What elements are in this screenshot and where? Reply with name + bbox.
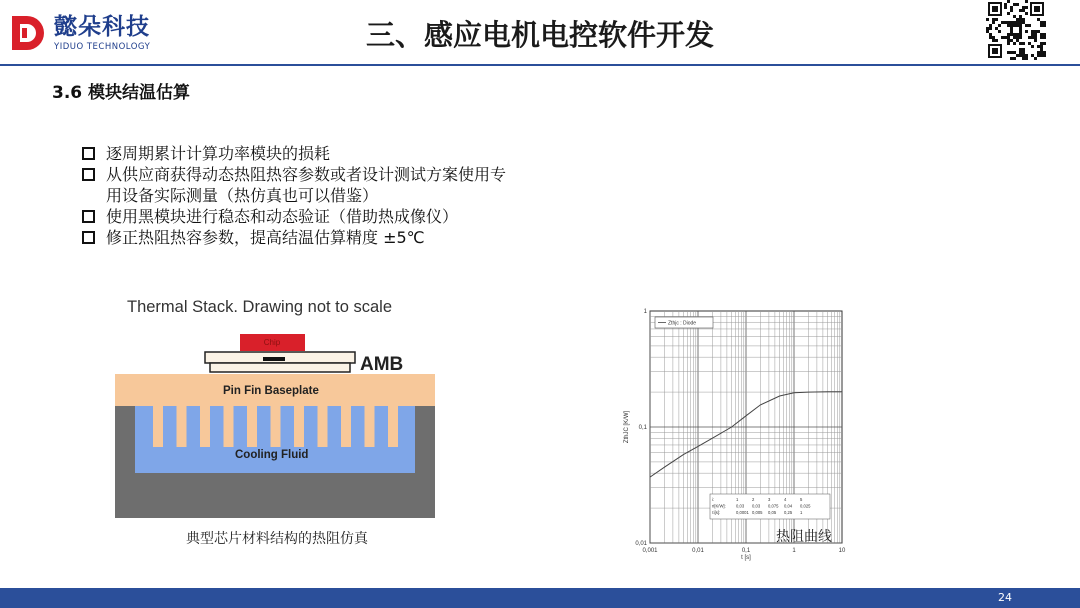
y-tick-label: 1 [643, 309, 647, 315]
checkbox-square-icon [82, 168, 95, 181]
bullet-text: 从供应商获得动态热阻热容参数或者设计测试方案使用专 [106, 165, 507, 184]
pin-fin [200, 405, 210, 447]
baseplate-label: Pin Fin Baseplate [223, 385, 319, 397]
table-cell: 5 [800, 497, 803, 502]
pin-fin [271, 405, 281, 447]
bullet-text: 修正热阻热容参数，提高结温估算精度 ±5℃ [106, 228, 425, 247]
header-divider [0, 64, 1080, 66]
pin-fin [341, 405, 351, 447]
y-tick-label: 0,01 [635, 541, 647, 547]
table-cell: 4 [784, 497, 787, 502]
pin-fin [294, 405, 304, 447]
pin-fin [224, 405, 234, 447]
thermal-stack-diagram [115, 290, 435, 518]
qr-code-icon [986, 0, 1046, 60]
table-cell: 0,025 [800, 503, 811, 509]
legend-label: Zthjc : Diode [668, 320, 697, 327]
pin-fin [177, 405, 187, 447]
table-cell: 2 [752, 497, 755, 502]
solder-mark [263, 357, 285, 361]
page-number: 24 [998, 591, 1012, 604]
pin-fin [247, 405, 257, 447]
checkbox-square-icon [82, 231, 95, 244]
page-title: 三、感应电机电控软件开发 [365, 18, 714, 52]
cooling-fluid-label: Cooling Fluid [235, 449, 309, 461]
section-title: 3.6 模块结温估算 [52, 83, 191, 103]
table-cell: 0,03 [736, 503, 745, 509]
bullet-text: 用设备实际测量（热仿真也可以借鉴） [106, 186, 379, 205]
table-cell: 0,04 [784, 503, 793, 509]
diagram-heading: Thermal Stack. Drawing not to scale [127, 298, 393, 316]
table-cell: 0,25 [784, 510, 793, 515]
table-cell: 1 [800, 510, 803, 515]
pin-fin [388, 405, 398, 447]
list-item [80, 227, 570, 248]
footer-bar [0, 588, 1080, 608]
bullet-text: 逐周期累计计算功率模块的损耗 [106, 144, 331, 163]
y-tick-label: 0,1 [638, 425, 647, 431]
amb-layer-bottom [210, 363, 350, 372]
list-item [80, 206, 570, 227]
x-tick-label: 0,1 [741, 548, 751, 554]
logo-text-cn: 懿朵科技 [54, 14, 150, 40]
list-item-continuation [80, 185, 570, 206]
table-cell: 0,005 [752, 510, 763, 515]
x-tick-label: 0,01 [692, 548, 704, 554]
logo-text-en: YIDUO TECHNOLOGY [54, 42, 151, 52]
checkbox-square-icon [82, 210, 95, 223]
list-item [80, 143, 570, 164]
table-cell: 0,05 [768, 510, 777, 515]
table-cell: 0,075 [768, 503, 779, 509]
list-item [80, 164, 570, 185]
x-tick-label: 10 [838, 548, 846, 554]
table-cell: ri[K/W]: [712, 503, 726, 509]
checkbox-square-icon [82, 147, 95, 160]
pin-fin [365, 405, 375, 447]
table-cell: 0,03 [752, 503, 761, 509]
table-cell: τi[s]: [712, 510, 721, 515]
figure-caption-left: 典型芯片材料结构的热阻仿真 [186, 531, 368, 547]
table-cell: 1 [736, 497, 739, 502]
x-axis-label: t [s] [741, 555, 751, 561]
figure-caption-right: 热阻曲线 [776, 529, 832, 545]
bullet-list [80, 143, 570, 248]
chip-label: Chip [263, 338, 281, 347]
y-axis-label: ZthJC [K/W] [624, 410, 630, 444]
thermal-impedance-chart [620, 303, 860, 563]
table-cell: i: [712, 497, 715, 502]
pin-fin [318, 405, 328, 447]
amb-label: AMB [360, 354, 404, 375]
x-tick-label: 0,001 [642, 548, 658, 554]
table-cell: 0,0001 [736, 510, 749, 515]
pin-fin [153, 405, 163, 447]
table-cell: 3 [768, 497, 771, 502]
x-tick-label: 1 [792, 548, 796, 554]
bullet-text: 使用黑模块进行稳态和动态验证（借助热成像仪） [106, 207, 459, 226]
